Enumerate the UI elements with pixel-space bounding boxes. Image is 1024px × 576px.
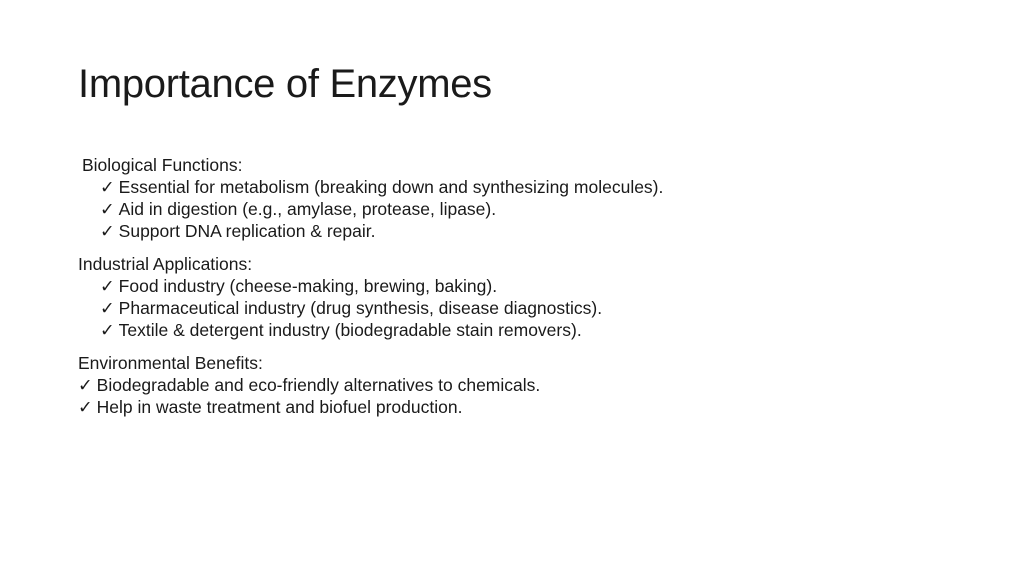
list-item-text: Help in waste treatment and biofuel production.: [96, 397, 463, 417]
check-icon: ✓: [78, 375, 93, 395]
list-item-text: Textile & detergent industry (biodegradable stain removers).: [118, 320, 582, 340]
section-environmental-benefits: [78, 352, 978, 418]
list-item: [78, 275, 978, 297]
section-heading: Environmental Benefits:: [78, 353, 263, 373]
section-heading: Industrial Applications:: [78, 254, 253, 274]
list-item: [78, 374, 978, 396]
slide-body: [78, 154, 978, 429]
list-item: [78, 396, 978, 418]
list-item-text: Essential for metabolism (breaking down and synthesizing molecules).: [118, 177, 664, 197]
check-icon: ✓: [100, 221, 115, 241]
check-icon: ✓: [100, 298, 115, 318]
list-item-text: Biodegradable and eco-friendly alternatives to chemicals.: [96, 375, 541, 395]
list-item: [78, 220, 978, 242]
section-industrial-applications: [78, 253, 978, 341]
check-icon: ✓: [100, 320, 115, 340]
section-heading: Biological Functions:: [82, 155, 243, 175]
slide-title: Importance of Enzymes: [78, 62, 492, 106]
list-item-text: Support DNA replication & repair.: [118, 221, 376, 241]
list-item: [78, 176, 978, 198]
list-item: [78, 319, 978, 341]
check-icon: ✓: [100, 199, 115, 219]
list-item-text: Aid in digestion (e.g., amylase, protease, lipase).: [118, 199, 497, 219]
list-item: [78, 297, 978, 319]
check-icon: ✓: [78, 397, 93, 417]
check-icon: ✓: [100, 177, 115, 197]
check-icon: ✓: [100, 276, 115, 296]
list-item-text: Pharmaceutical industry (drug synthesis, disease diagnostics).: [118, 298, 603, 318]
section-biological-functions: [78, 154, 978, 242]
list-item: [78, 198, 978, 220]
list-item-text: Food industry (cheese-making, brewing, baking).: [118, 276, 498, 296]
